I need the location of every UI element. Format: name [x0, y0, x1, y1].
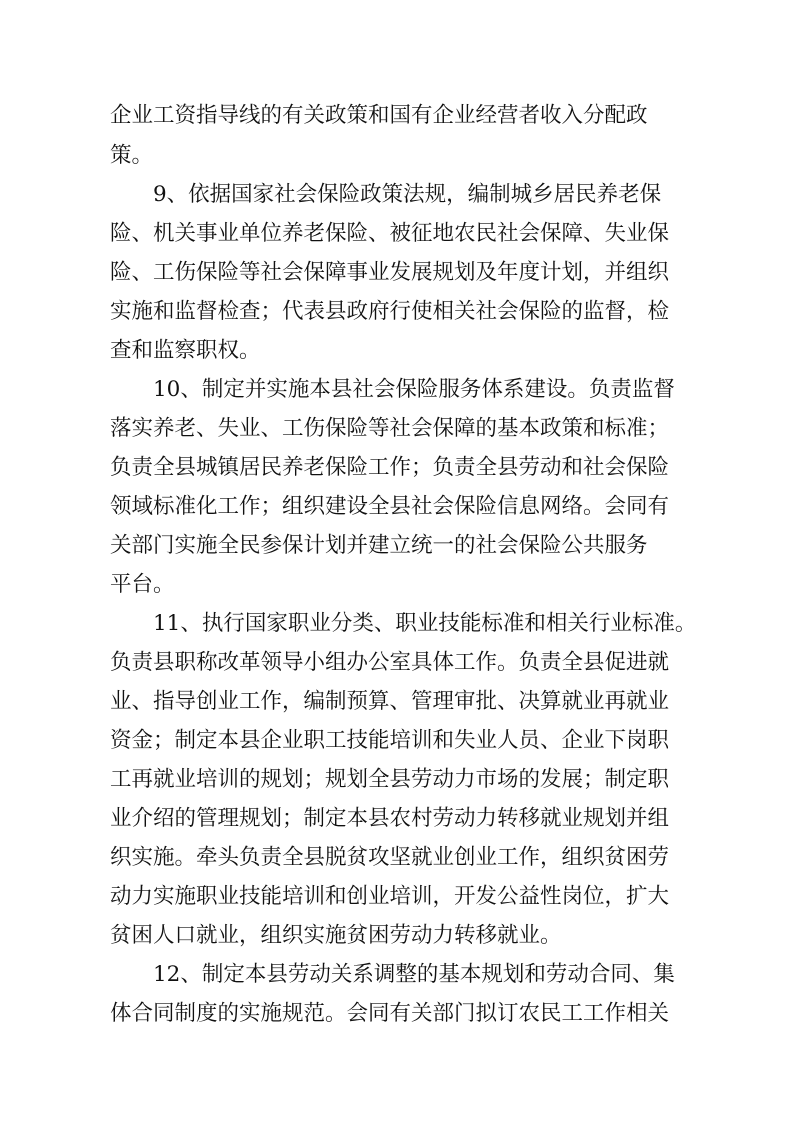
paragraph-line: 贫困人口就业，组织实施贫困劳动力转移就业。: [110, 923, 562, 948]
paragraph-line: 险、机关事业单位养老保险、被征地农民社会保障、失业保: [110, 221, 670, 246]
paragraph-line: 策。: [110, 143, 154, 168]
paragraph-line: 织实施。牵头负责全县脱贫攻坚就业创业工作，组织贫困劳: [110, 845, 670, 870]
paragraph-line: 资金；制定本县企业职工技能培训和失业人员、企业下岗职: [110, 728, 670, 753]
paragraph-line: 体合同制度的实施规范。会同有关部门拟订农民工工作相关: [110, 1001, 670, 1026]
paragraph-line: 业、指导创业工作，编制预算、管理审批、决算就业再就业: [110, 689, 670, 714]
paragraph-line: 业介绍的管理规划；制定本县农村劳动力转移就业规划并组: [110, 806, 670, 831]
paragraph-line: 9、依据国家社会保险政策法规，编制城乡居民养老保: [153, 182, 662, 207]
paragraph-line: 工再就业培训的规划；规划全县劳动力市场的发展；制定职: [110, 767, 670, 792]
paragraph-line: 动力实施职业技能培训和创业培训，开发公益性岗位，扩大: [110, 884, 670, 909]
paragraph-line: 险、工伤保险等社会保障事业发展规划及年度计划，并组织: [110, 260, 670, 285]
paragraph-line: 12、制定本县劳动关系调整的基本规划和劳动合同、集: [153, 962, 675, 987]
paragraph-line: 企业工资指导线的有关政策和国有企业经营者收入分配政: [110, 103, 648, 128]
paragraph-line: 平台。: [110, 572, 175, 597]
paragraph-line: 负责全县城镇居民养老保险工作；负责全县劳动和社会保险: [110, 455, 670, 480]
paragraph-line: 落实养老、失业、工伤保险等社会保障的基本政策和标准；: [110, 416, 670, 441]
paragraph-line: 关部门实施全民参保计划并建立统一的社会保险公共服务: [110, 533, 648, 558]
paragraph-line: 领域标准化工作；组织建设全县社会保险信息网络。会同有: [110, 494, 670, 519]
paragraph-line: 11、执行国家职业分类、职业技能标准和相关行业标准。: [153, 611, 697, 636]
paragraph-line: 10、制定并实施本县社会保险服务体系建设。负责监督: [153, 377, 675, 402]
paragraph-line: 负责县职称改革领导小组办公室具体工作。负责全县促进就: [110, 650, 670, 675]
paragraph-line: 实施和监督检查；代表县政府行使相关社会保险的监督，检: [110, 299, 670, 324]
paragraph-line: 查和监察职权。: [110, 338, 261, 363]
